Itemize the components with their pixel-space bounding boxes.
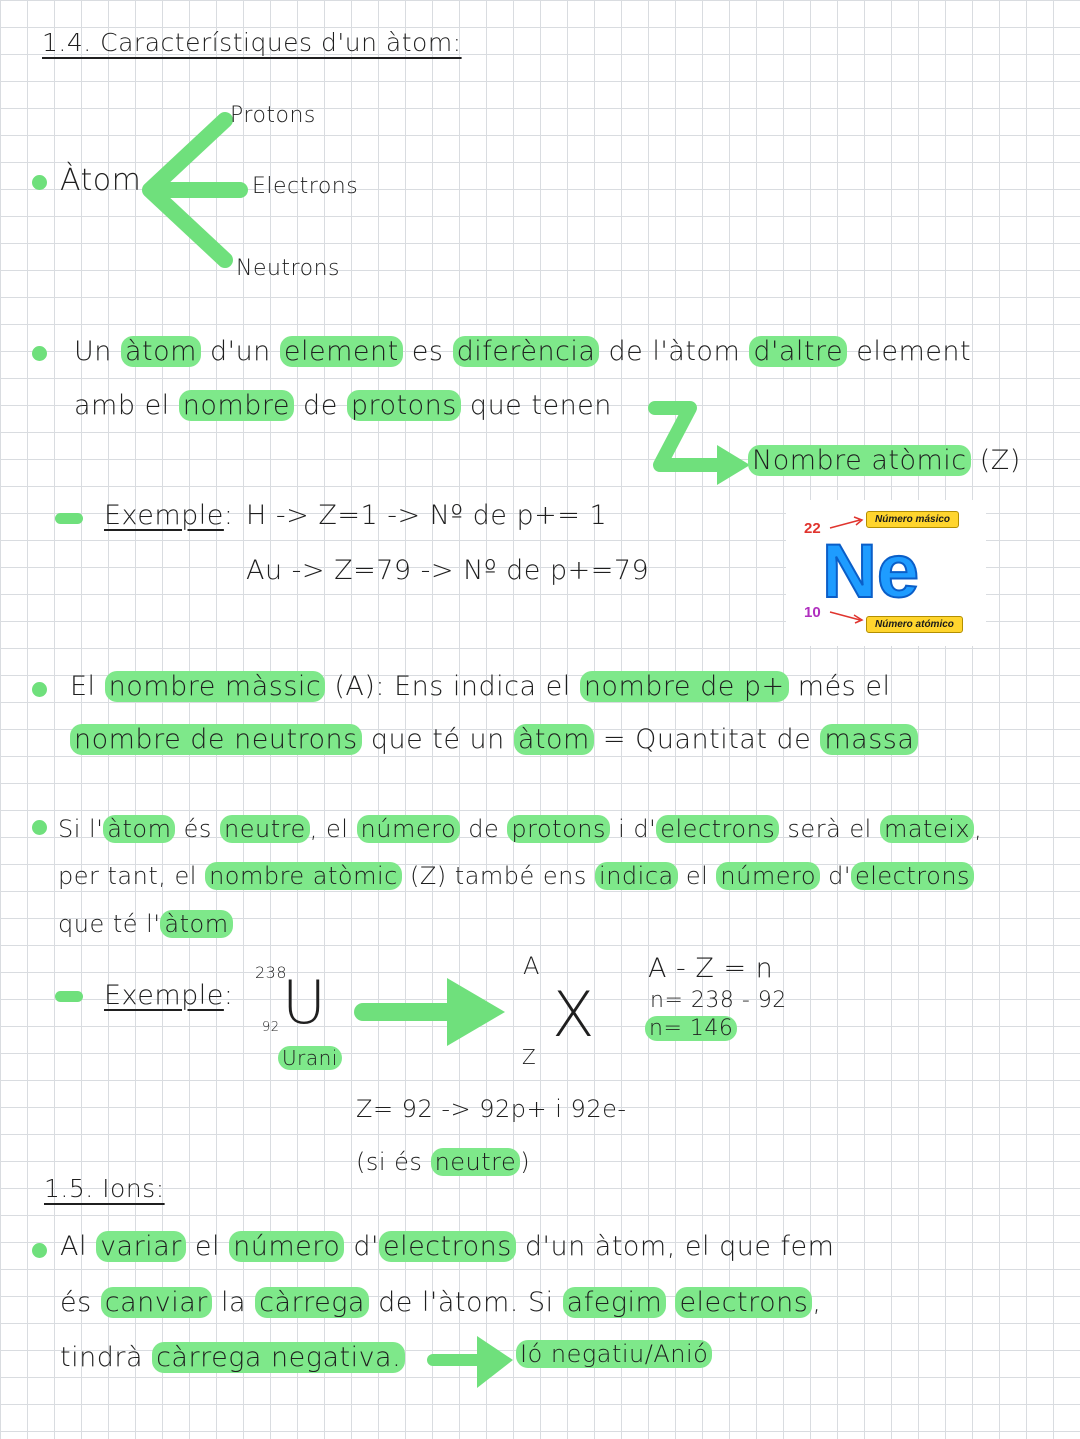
bullet xyxy=(32,175,47,190)
branch-arrow xyxy=(140,105,260,275)
atomic-number-tag: Número atómico xyxy=(866,616,963,633)
atom-label: Àtom xyxy=(60,163,142,198)
element-name: Urani xyxy=(278,1046,342,1070)
text-line: tindrà càrrega negativa. xyxy=(60,1342,405,1373)
section-title-1-4: 1.4. Característiques d'un àtom: xyxy=(42,28,462,57)
text-line: Un àtom d'un element es diferència de l'àtom d'altre element xyxy=(74,336,972,367)
element-symbol: U xyxy=(282,968,327,1038)
example-label: Exemple: xyxy=(104,980,234,1011)
z-arrow xyxy=(645,400,755,490)
text-line: nombre de neutrons que té un àtom = Quantitat de massa xyxy=(70,724,918,755)
mass-number-tag: Número másico xyxy=(866,511,959,528)
atomic-number: Z xyxy=(522,1045,537,1069)
text-line: per tant, el nombre atòmic (Z) també ens indica el número d' electrons xyxy=(58,862,974,890)
neon-element-card xyxy=(786,500,986,646)
bullet xyxy=(32,346,47,361)
text-line: és canviar la càrrega de l'àtom. Si afegim electrons , xyxy=(60,1287,822,1318)
section-title-1-5: 1.5. Ions: xyxy=(44,1174,165,1203)
equation: n= 146 xyxy=(645,1016,737,1041)
pointer-arrow xyxy=(828,610,864,624)
dash-marker xyxy=(55,991,83,1002)
bullet xyxy=(32,820,47,835)
text-line: Al variar el número d' electrons d'un àtom, el que fem xyxy=(60,1231,835,1262)
equation: A - Z = n xyxy=(648,953,774,984)
atomic-number-label: Nombre atòmic (Z) xyxy=(748,445,1021,476)
dash-marker xyxy=(55,513,83,524)
text-line: amb el nombre de protons que tenen xyxy=(74,390,612,421)
arrow xyxy=(355,970,515,1050)
example-label: Exemple: xyxy=(104,500,234,531)
branch-label: Electrons xyxy=(252,174,359,199)
bullet xyxy=(32,682,47,697)
branch-label: Neutrons xyxy=(236,256,340,281)
arrow xyxy=(425,1330,520,1395)
generic-symbol: X xyxy=(552,978,595,1051)
note: Z= 92 -> 92p+ i 92e- xyxy=(356,1095,627,1123)
example-line: Au -> Z=79 -> Nº de p+=79 xyxy=(246,555,650,586)
mass-number: A xyxy=(523,952,540,980)
ion-result: Ió negatiu/Anió xyxy=(516,1340,712,1368)
text-line: El nombre màssic (A): Ens indica el nombre de p+ més el xyxy=(70,671,891,702)
mass-number: 22 xyxy=(804,520,821,537)
text-line: Si l' àtom és neutre , el número de protons i d' electrons serà el mateix , xyxy=(58,815,983,843)
example-line: H -> Z=1 -> Nº de p+= 1 xyxy=(246,500,608,531)
text-line: que té l' àtom xyxy=(58,910,233,938)
note: (si és neutre ) xyxy=(356,1148,531,1176)
element-symbol: Ne xyxy=(822,529,920,614)
branch-label: Protons xyxy=(230,103,316,128)
atomic-number: 92 xyxy=(262,1020,280,1035)
mass-number: 238 xyxy=(255,963,288,982)
bullet xyxy=(32,1243,47,1258)
equation: n= 238 - 92 xyxy=(650,988,787,1013)
atomic-number: 10 xyxy=(804,604,821,621)
